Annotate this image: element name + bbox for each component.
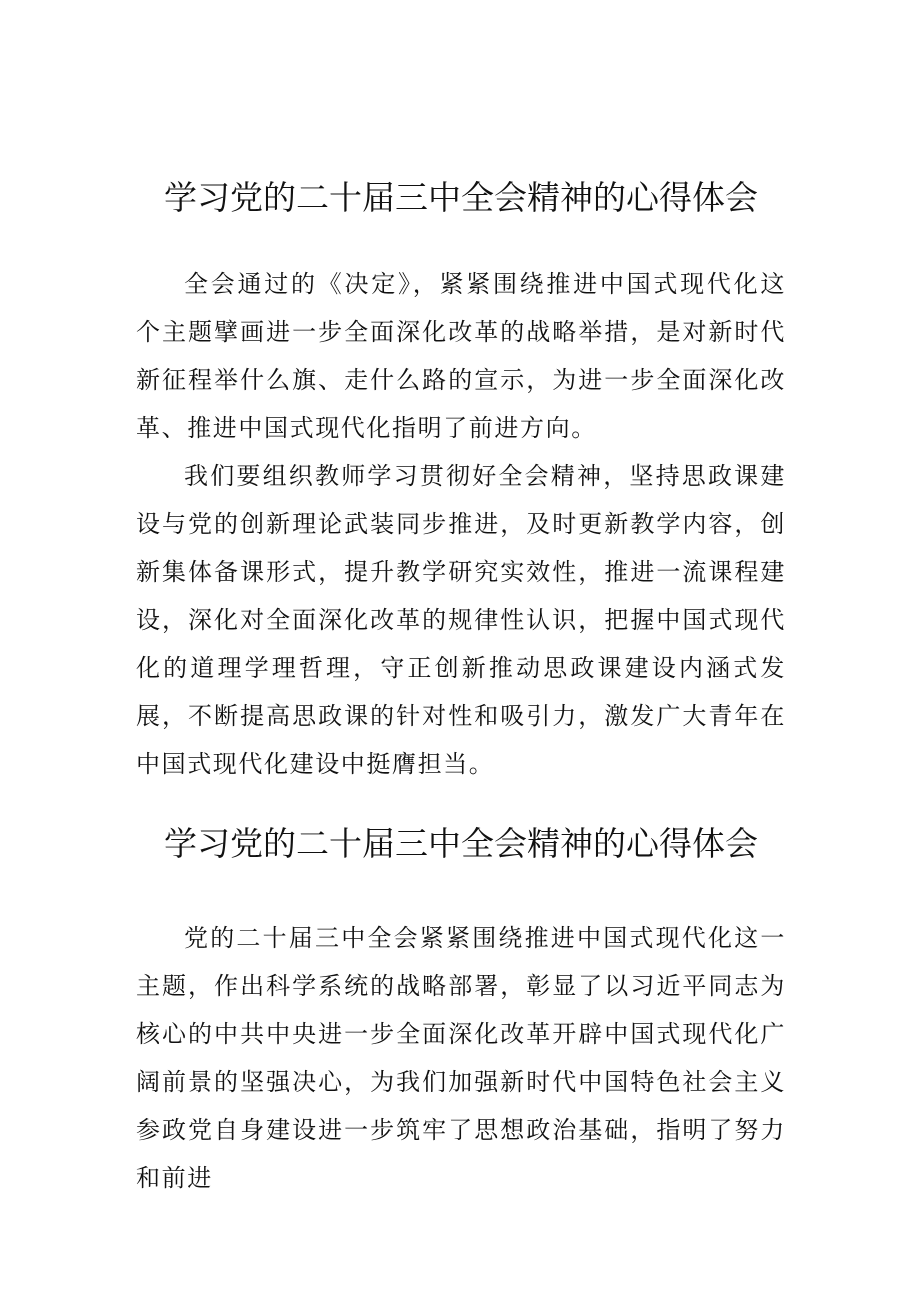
article-paragraph: 全会通过的《决定》，紧紧围绕推进中国式现代化这个主题擘画进一步全面深化改革的战略举措，是对新时代新征程举什么旗、走什么路的宣示，为进一步全面深化改革、推进中国式现代化指明了前进方向。: [136, 270, 786, 442]
article-title: 学习党的二十届三中全会精神的心得体会: [164, 178, 758, 217]
article-paragraph: 我们要组织教师学习贯彻好全会精神，坚持思政课建设与党的创新理论武装同步推进，及时更新教学内容，创新集体备课形式，提升教学研究实效性，推进一流课程建设，深化对全面深化改革的规律性认识，把握中国式现代化的道理学理哲理，守正创新推动思政课建设内涵式发展，不断提高思政课的针对性和吸引力，激发广大青年在中国式现代化建设中挺膺担当。: [136, 462, 786, 778]
article-section-2: [136, 816, 786, 1202]
article-paragraph: 党的二十届三中全会紧紧围绕推进中国式现代化这一主题，作出科学系统的战略部署，彰显了以习近平同志为核心的中共中央进一步全面深化改革开辟中国式现代化广阔前景的坚强决心，为我们加强新时代中国特色社会主义参政党自身建设进一步筑牢了思想政治基础，指明了努力和前进: [136, 924, 786, 1192]
article-section-1: [136, 170, 786, 788]
article-title: 学习党的二十届三中全会精神的心得体会: [164, 824, 758, 863]
